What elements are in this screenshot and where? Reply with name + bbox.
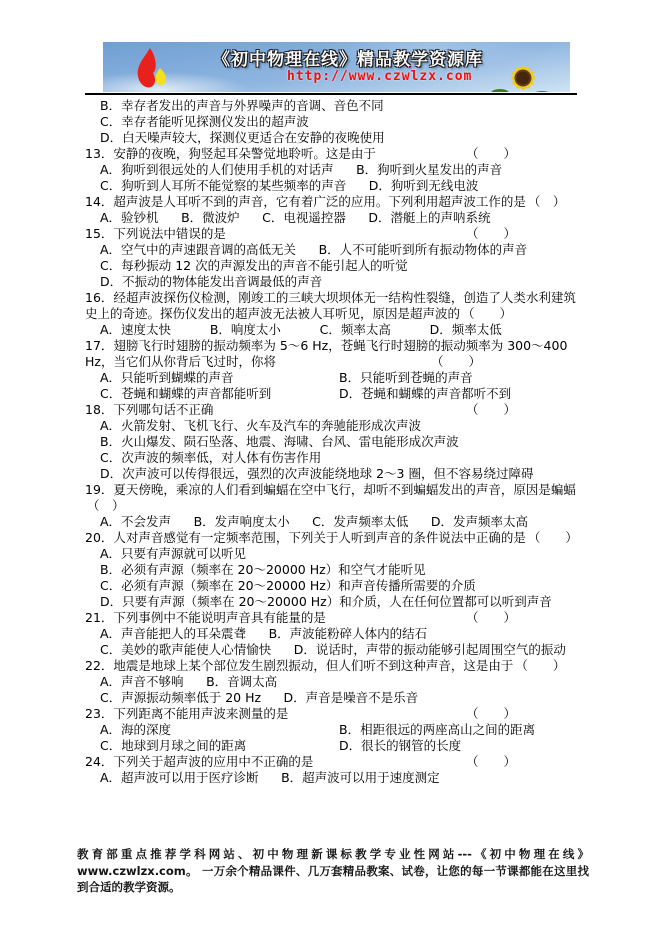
question-stem: [85, 146, 578, 162]
option: A．验钞机: [100, 210, 159, 225]
option: D．苍蝇和蝴蝶的声音都听不到: [339, 386, 512, 401]
footer-note: 教育部重点推荐学科网站、初中物理新课标教学专业性网站---《初中物理在线》www.czwlzx.com。 一万余个精品课件、几万套精品教案、试卷，让您的每一节课都能在这里找到合适的教学资源。: [77, 847, 589, 894]
option-line: [85, 674, 578, 690]
option: D．潜艇上的声呐系统: [368, 210, 491, 225]
header-divider: [85, 93, 577, 95]
option-line: [85, 514, 578, 530]
answer-bracket: （ ）: [465, 402, 516, 417]
question-text: 21．下列事例中不能说明声音具有能量的是: [85, 610, 326, 625]
question-stem: [85, 194, 578, 210]
option: B．狗听到火星发出的声音: [356, 162, 503, 177]
option: C．狗听到人耳所不能觉察的某些频率的声音: [100, 178, 347, 193]
option-line: [85, 546, 578, 562]
sunflower-icon: [490, 53, 554, 92]
answer-bracket: （ ）: [462, 306, 513, 321]
flame-logo-icon: [129, 46, 173, 92]
option-line: C．幸存者能听见探测仪发出的超声波: [100, 114, 309, 129]
answer-bracket: （ ）: [465, 754, 516, 769]
option-line: [85, 722, 578, 738]
option: D．次声波可以传得很远，强烈的次声波能绕地球 2～3 圈，但不容易绕过障碍: [100, 466, 534, 481]
question-stem: [85, 226, 578, 242]
option: B．火山爆发、陨石坠落、地震、海啸、台风、雷电能形成次声波: [100, 434, 459, 449]
option: A．火箭发射、飞机飞行、火车及汽车的奔驰能形成次声波: [100, 418, 422, 433]
option: D．狗听到无线电波: [368, 178, 479, 193]
option: B．只能听到苍蝇的声音: [339, 370, 473, 385]
option: A．只能听到蝴蝶的声音: [100, 370, 234, 385]
option: A．空气中的声速跟音调的高低无关: [100, 242, 297, 257]
question-text: 17．翅膀飞行时翅膀的振动频率为 5～6 Hz，苍蝇飞行时翅膀的振动频率为 300～400 Hz，当它们从你背后飞过时，你将: [85, 338, 568, 369]
question-stem: [85, 706, 578, 722]
site-url: http://www.czwlzx.com: [287, 69, 473, 84]
option: A．狗听到很远处的人们使用手机的对话声: [100, 162, 334, 177]
question-text: 18．下列哪句话不正确: [85, 402, 214, 417]
option: A．声音不够响: [100, 674, 184, 689]
answer-bracket: （ ）: [465, 610, 516, 625]
question-stem: [85, 658, 578, 674]
answer-bracket: （ ）: [87, 498, 125, 513]
option-line: [85, 626, 578, 642]
answer-bracket: （ ）: [527, 194, 566, 209]
question-text: 24．下列关于超声波的应用中不正确的是: [85, 754, 314, 769]
option: C．苍蝇和蝴蝶的声音都能听到: [100, 386, 272, 401]
option-line: [85, 178, 578, 194]
question-text: 22．地震是地球上某个部位发生剧烈振动，但人们听不到这种声音，这是由于: [85, 658, 514, 673]
option-line: [85, 258, 578, 274]
option: C．必须有声源（频率在 20～20000 Hz）和声音传播所需要的介质: [100, 578, 476, 593]
option: B．响度太小: [209, 322, 281, 337]
option: C．电视遥控器: [262, 210, 346, 225]
option: C．频率太高: [319, 322, 391, 337]
option: B．必须有声源（频率在 20～20000 Hz）和空气才能听见: [100, 562, 426, 577]
question-stem: [85, 530, 578, 546]
option: C．地球到月球之间的距离: [100, 738, 247, 753]
answer-bracket: （ ）: [515, 658, 566, 673]
question-text: 15．下列说法中错误的是: [85, 226, 226, 241]
answer-bracket: （ ）: [430, 354, 481, 369]
option-line: [85, 562, 578, 578]
option: B．微波炉: [181, 210, 240, 225]
question-stem: [85, 482, 578, 514]
option-line: [85, 770, 578, 786]
option-line: [85, 162, 578, 178]
answer-bracket: （ ）: [465, 146, 516, 161]
option-line: [85, 210, 578, 226]
option-line: [85, 418, 578, 434]
answer-bracket: （ ）: [527, 530, 578, 545]
option: B．声波能粉碎人体内的结石: [268, 626, 428, 641]
site-banner: [103, 42, 570, 92]
option-line: [85, 450, 578, 466]
answer-bracket: （ ）: [465, 226, 516, 241]
question-list: [85, 98, 578, 786]
option-line: [85, 274, 578, 290]
option: C．次声波的频率低，对人体有伤害作用: [100, 450, 322, 465]
question-text: 23．下列距离不能用声波来测量的是: [85, 706, 289, 721]
question-stem: [85, 754, 578, 770]
option: D．声音是噪音不是乐音: [283, 690, 419, 705]
option: C．每秒振动 12 次的声源发出的声音不能引起人的听觉: [100, 258, 408, 273]
option-line: D．白天噪声较大，探测仪更适合在安静的夜晚使用: [100, 130, 385, 145]
option-line: [85, 738, 578, 754]
option-line: [85, 578, 578, 594]
option-line: [85, 466, 578, 482]
option-line: B．幸存者发出的声音与外界噪声的音调、音色不同: [100, 98, 384, 113]
question-stem: [85, 290, 578, 322]
option: B．音调太高: [206, 674, 278, 689]
question-text: 19．夏天傍晚，乘凉的人们看到蝙蝠在空中飞行，却听不到蝙蝠发出的声音，原因是蝙蝠: [85, 482, 576, 497]
option: B．超声波可以用于速度测定: [281, 770, 440, 785]
option: C．发声频率太低: [312, 514, 409, 529]
option: A．超声波可以用于医疗诊断: [100, 770, 259, 785]
option: A．海的深度: [100, 722, 172, 737]
answer-bracket: （ ）: [465, 706, 516, 721]
option: B．发声响度太小: [193, 514, 290, 529]
question-text: 13．安静的夜晚，狗竖起耳朵警觉地聆听。这是由于: [85, 146, 376, 161]
question-text: 16．经超声波探伤仪检测，刚竣工的三峡大坝坝体无一结构性裂缝，创造了人类水利建筑史上的奇迹。探伤仪发出的超声波无法被人耳听见，原因是超声波的: [85, 290, 576, 321]
option-line: [85, 386, 578, 402]
option-line: [85, 594, 578, 610]
option: D．只要有声源（频率在 20～20000 Hz）和介质，人在任何位置都可以听到声音: [100, 594, 552, 609]
option: D．不振动的物体能发出音调最低的声音: [100, 274, 323, 289]
option: D．说话时，声带的振动能够引起周围空气的振动: [293, 642, 566, 657]
option: D．很长的钢管的长度: [339, 738, 462, 753]
question-text: 20．人对声音感觉有一定频率范围，下列关于人听到声音的条件说法中正确的是: [85, 530, 526, 545]
option: D．频率太低: [429, 322, 502, 337]
option-line: [85, 690, 578, 706]
site-title: 《初中物理在线》精品教学资源库: [213, 50, 483, 70]
question-stem: [85, 338, 578, 370]
option: C．美妙的歌声能使人心情愉快: [100, 642, 272, 657]
option-line: [85, 370, 578, 386]
option: A．速度太快: [100, 322, 172, 337]
option-line: [85, 322, 578, 338]
question-stem: [85, 402, 578, 418]
question-stem: [85, 610, 578, 626]
option-line: [85, 642, 578, 658]
question-text: 14．超声波是人耳听不到的声音，它有着广泛的应用。下列利用超声波工作的是: [85, 194, 526, 209]
option: A．声音能把人的耳朵震聋: [100, 626, 247, 641]
option: B．相距很远的两座高山之间的距离: [339, 722, 536, 737]
option: A．不会发声: [100, 514, 172, 529]
option: B．人不可能听到所有振动物体的声音: [318, 242, 528, 257]
option-line: [85, 242, 578, 258]
option: C．声源振动频率低于 20 Hz: [100, 690, 262, 705]
option: D．发声频率太高: [430, 514, 529, 529]
option: A．只要有声源就可以听见: [100, 546, 247, 561]
option-line: [85, 434, 578, 450]
